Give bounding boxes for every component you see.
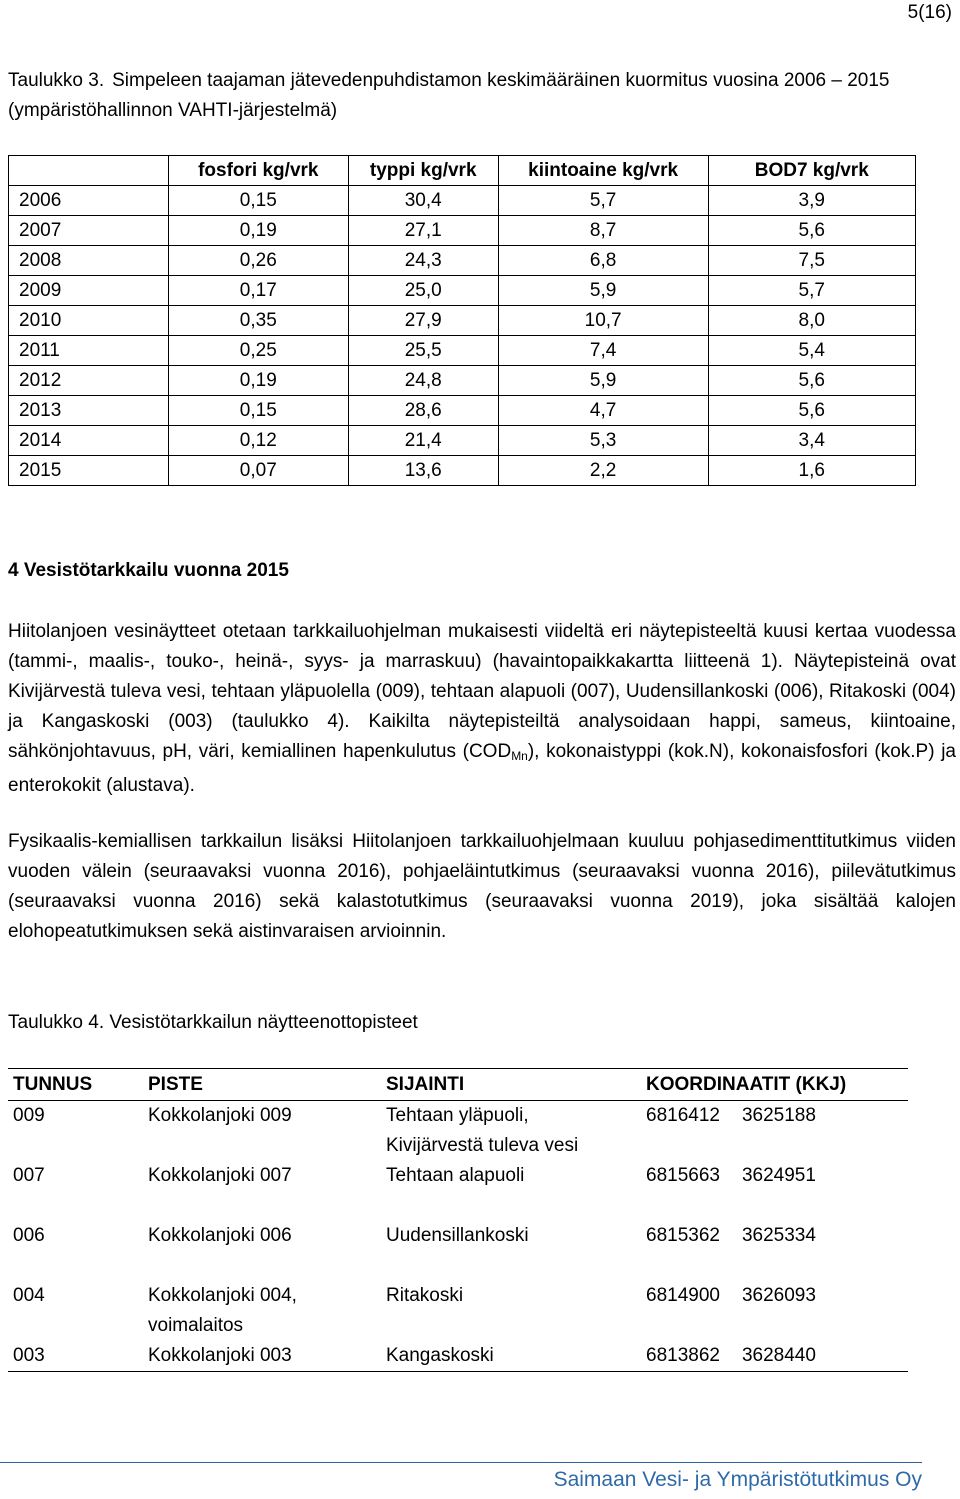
cell-year: 2014 — [9, 426, 169, 456]
coord-east: 3625334 — [741, 1225, 816, 1246]
table-row — [8, 1221, 908, 1281]
table3-caption — [8, 66, 938, 126]
cell-solids: 4,7 — [498, 396, 708, 426]
cell-location: Tehtaan alapuoli — [386, 1165, 525, 1186]
cell-point: Kokkolanjoki 003 — [148, 1345, 292, 1366]
header-solids: kiintoaine kg/vrk — [498, 156, 708, 186]
table-row — [8, 1161, 908, 1221]
cell-nitrogen: 27,9 — [348, 306, 498, 336]
table-row — [9, 276, 916, 306]
paragraph-sampling — [8, 617, 956, 801]
cell-bod7: 5,4 — [708, 336, 916, 366]
coord-north: 6813862 — [646, 1345, 720, 1366]
cell-phosphorus: 0,19 — [168, 216, 348, 246]
cell-solids: 5,9 — [498, 276, 708, 306]
cell-phosphorus: 0,12 — [168, 426, 348, 456]
cell-year: 2008 — [9, 246, 169, 276]
header-id: TUNNUS — [13, 1073, 93, 1095]
header-phosphorus: fosfori kg/vrk — [168, 156, 348, 186]
table3-label: Taulukko 3. — [8, 70, 105, 91]
location-line: Kivijärvestä tuleva vesi — [386, 1135, 579, 1156]
cell-phosphorus: 0,15 — [168, 186, 348, 216]
cell-location: Ritakoski — [386, 1285, 464, 1306]
table-header-row — [9, 156, 916, 186]
cell-point: Kokkolanjoki 006 — [148, 1225, 292, 1246]
cell-year: 2006 — [9, 186, 169, 216]
table-row — [9, 336, 916, 366]
cell-id: 004 — [13, 1285, 45, 1306]
cell-bod7: 5,7 — [708, 276, 916, 306]
table-row — [9, 366, 916, 396]
cell-solids: 5,7 — [498, 186, 708, 216]
cell-phosphorus: 0,19 — [168, 366, 348, 396]
cell-id: 003 — [13, 1345, 45, 1366]
header-location: SIJAINTI — [386, 1073, 465, 1095]
table-row — [9, 426, 916, 456]
cell-phosphorus: 0,25 — [168, 336, 348, 366]
cell-point — [148, 1281, 386, 1341]
table-row — [9, 216, 916, 246]
table-row — [9, 396, 916, 426]
table-row — [8, 1101, 908, 1161]
cell-location: Uudensillankoski — [386, 1225, 529, 1246]
cell-nitrogen: 24,3 — [348, 246, 498, 276]
cell-solids: 10,7 — [498, 306, 708, 336]
cell-coordinates — [646, 1341, 908, 1371]
coord-north: 6815663 — [646, 1165, 720, 1186]
cell-solids: 8,7 — [498, 216, 708, 246]
cell-bod7: 8,0 — [708, 306, 916, 336]
header-bod7: BOD7 kg/vrk — [708, 156, 916, 186]
table-row — [9, 456, 916, 486]
coord-east: 3625188 — [741, 1105, 816, 1126]
table-header-row — [8, 1068, 908, 1101]
sampling-points-table — [8, 1068, 908, 1372]
cell-phosphorus: 0,35 — [168, 306, 348, 336]
cell-year: 2015 — [9, 456, 169, 486]
cell-bod7: 5,6 — [708, 216, 916, 246]
table-row — [9, 246, 916, 276]
cell-year: 2012 — [9, 366, 169, 396]
coord-east: 3628440 — [741, 1345, 816, 1366]
cell-location — [386, 1101, 646, 1161]
cell-year: 2010 — [9, 306, 169, 336]
cell-coordinates — [646, 1161, 908, 1221]
cell-year: 2007 — [9, 216, 169, 246]
cell-nitrogen: 25,0 — [348, 276, 498, 306]
cell-nitrogen: 21,4 — [348, 426, 498, 456]
location-line: Tehtaan yläpuoli, — [386, 1105, 529, 1126]
page-number: 5(16) — [907, 2, 952, 23]
cell-bod7: 5,6 — [708, 366, 916, 396]
cell-id: 009 — [13, 1105, 45, 1126]
cell-nitrogen: 30,4 — [348, 186, 498, 216]
coord-east: 3626093 — [741, 1285, 816, 1306]
cell-solids: 6,8 — [498, 246, 708, 276]
cell-location: Kangaskoski — [386, 1345, 494, 1366]
cell-id: 006 — [13, 1225, 45, 1246]
section-heading: 4 Vesistötarkkailu vuonna 2015 — [8, 560, 289, 581]
cell-point: Kokkolanjoki 009 — [148, 1105, 292, 1126]
header-nitrogen: typpi kg/vrk — [348, 156, 498, 186]
cell-bod7: 5,6 — [708, 396, 916, 426]
cell-bod7: 7,5 — [708, 246, 916, 276]
cell-nitrogen: 27,1 — [348, 216, 498, 246]
cell-year: 2011 — [9, 336, 169, 366]
header-year — [9, 156, 169, 186]
cell-nitrogen: 13,6 — [348, 456, 498, 486]
paragraph-monitoring: Fysikaalis-kemiallisen tarkkailun lisäksi Hiitolanjoen tarkkailuohjelmaan kuuluu pohjasedimenttitutkimus viiden vuoden välein (seuraavaksi vuonna 2016), pohjaeläintutkimus (seuraavaksi vuonna 2016), piilevätutkimus (seuraavaksi vuonna 2016) sekä kalastotutkimus (seuraavaksi vuonna 2019), joka sisältää kalojen elohopeatutkimuksen sekä aistinvaraisen arvioinnin. — [8, 831, 956, 942]
subscript-mn: Mn — [511, 749, 528, 763]
cell-solids: 5,3 — [498, 426, 708, 456]
cell-phosphorus: 0,17 — [168, 276, 348, 306]
cell-phosphorus: 0,26 — [168, 246, 348, 276]
table-row — [8, 1341, 908, 1372]
footer-company: Saimaan Vesi- ja Ympäristötutkimus Oy — [553, 1468, 922, 1491]
paragraph-text: Hiitolanjoen vesinäytteet otetaan tarkkailuohjelman mukaisesti viideltä eri näytepisteeltä kuusi kertaa vuodessa (tammi-, maalis-, touko-, heinä-, syys- ja marraskuu) (havaintopaikkakartta liitteenä 1). Näytepisteinä ovat Kivijärvestä tuleva vesi, tehtaan yläpuolella (009), tehtaan alapuoli (007), Uudensillankoski (006), Ritakoski (004) ja Kangaskoski (003) (taulukko 4). Kaikilta näytepisteiltä analysoidaan happi, sameus, kiintoaine, sähkönjohtavuus, pH, väri, kemiallinen hapenkulutus (COD — [8, 621, 956, 762]
table3-caption-text: Simpeleen taajaman jätevedenpuhdistamon keskimääräinen kuormitus vuosina 2006 – 2015 (ympäristöhallinnon VAHTI-järjestelmä) — [8, 70, 890, 121]
cell-nitrogen: 28,6 — [348, 396, 498, 426]
coord-east: 3624951 — [741, 1165, 816, 1186]
coord-north: 6815362 — [646, 1225, 720, 1246]
table-row — [8, 1281, 908, 1341]
header-coordinates: KOORDINAATIT (KKJ) — [646, 1073, 847, 1095]
cell-solids: 2,2 — [498, 456, 708, 486]
table-row — [9, 186, 916, 216]
table-row — [9, 306, 916, 336]
cell-coordinates — [646, 1101, 908, 1161]
footer-divider — [0, 1462, 922, 1463]
paragraph-text-end: ), kokonaistyppi (kok.N), kokonaisfosfori (kok.P) ja enterokokit (alustava). — [8, 741, 956, 796]
cell-coordinates — [646, 1281, 908, 1341]
point-line: Kokkolanjoki 004, — [148, 1285, 297, 1306]
table4-caption: Taulukko 4. Vesistötarkkailun näytteenottopisteet — [8, 1012, 418, 1033]
cell-nitrogen: 25,5 — [348, 336, 498, 366]
cell-bod7: 3,4 — [708, 426, 916, 456]
cell-bod7: 1,6 — [708, 456, 916, 486]
cell-nitrogen: 24,8 — [348, 366, 498, 396]
cell-year: 2009 — [9, 276, 169, 306]
coord-north: 6814900 — [646, 1285, 720, 1306]
cell-phosphorus: 0,15 — [168, 396, 348, 426]
cell-id: 007 — [13, 1165, 45, 1186]
cell-phosphorus: 0,07 — [168, 456, 348, 486]
cell-bod7: 3,9 — [708, 186, 916, 216]
cell-coordinates — [646, 1221, 908, 1281]
coord-north: 6816412 — [646, 1105, 720, 1126]
cell-year: 2013 — [9, 396, 169, 426]
cell-solids: 7,4 — [498, 336, 708, 366]
header-point: PISTE — [148, 1073, 203, 1095]
point-line: voimalaitos — [148, 1315, 244, 1336]
cell-point: Kokkolanjoki 007 — [148, 1165, 292, 1186]
load-table — [8, 155, 916, 486]
cell-solids: 5,9 — [498, 366, 708, 396]
